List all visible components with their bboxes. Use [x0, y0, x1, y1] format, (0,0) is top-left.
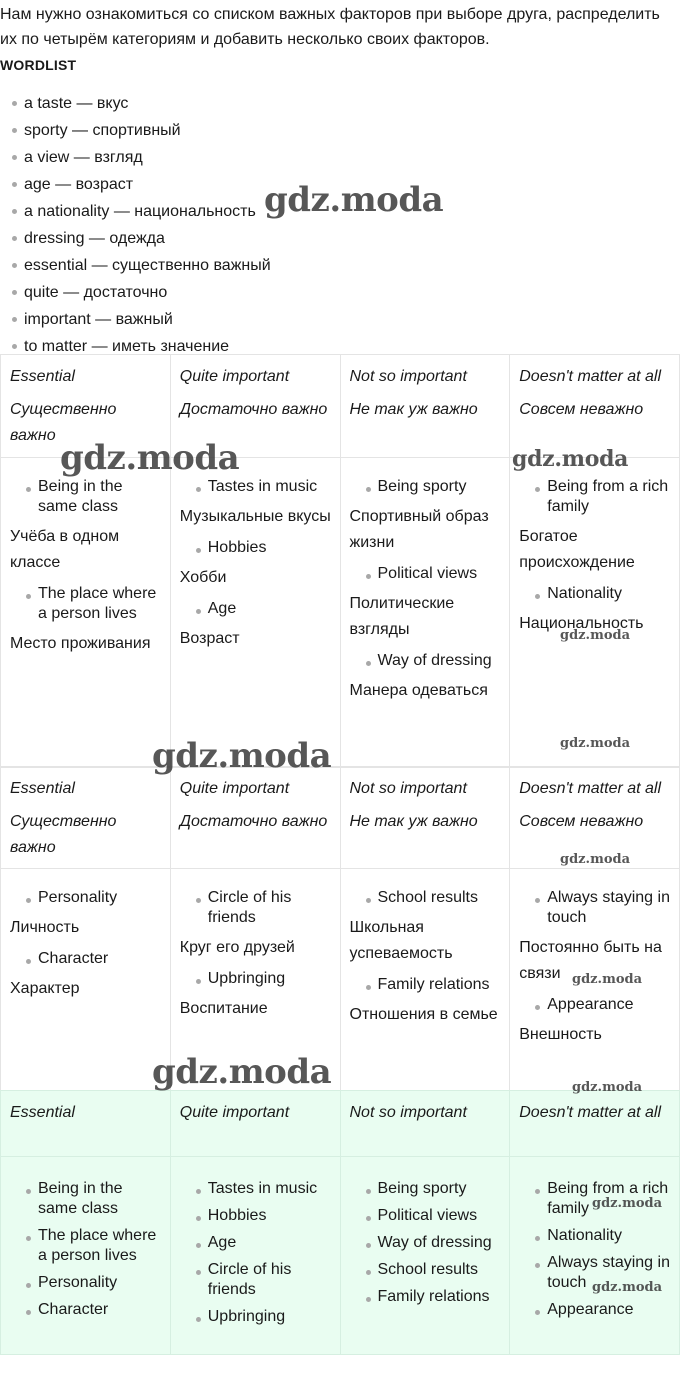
header-en: Not so important [349, 1104, 467, 1121]
factor-cell [510, 458, 680, 768]
header-ru: Достаточно важно [179, 401, 328, 418]
watermark: gdz.moda [152, 736, 332, 776]
factor-ru: Воспитание [179, 1000, 268, 1017]
factors-table-2 [0, 766, 680, 1091]
summary-item: Appearance [533, 1300, 671, 1320]
factor-ru: Музыкальные вкусы [179, 508, 331, 525]
header-en: Quite important [179, 368, 290, 385]
header-cell [340, 1091, 510, 1157]
factors-table-1 [0, 354, 680, 768]
summary-item: Always staying in touch [533, 1253, 671, 1293]
wordlist-item: important — важный [10, 306, 271, 333]
factor-en: School results [364, 888, 502, 908]
header-cell [1, 1091, 171, 1157]
watermark: gdz.moda [560, 852, 631, 867]
factor-ru: Спортивный образ жизни [349, 508, 489, 551]
factor-ru: Учёба в одном классе [10, 528, 120, 571]
summary-item: School results [364, 1260, 502, 1280]
wordlist [10, 90, 271, 360]
factor-en: Being sporty [364, 477, 502, 497]
summary-cell [340, 1157, 510, 1355]
wordlist-item: a view — взгляд [10, 144, 271, 171]
watermark: gdz.moda [572, 1080, 643, 1095]
factor-ru: Политические взгляды [349, 595, 455, 638]
factor-en: Nationality [533, 584, 671, 604]
wordlist-item: a taste — вкус [10, 90, 271, 117]
watermark: gdz.moda [152, 1052, 332, 1092]
factor-cell [340, 458, 510, 768]
wordlist-item: a nationality — национальность [10, 198, 271, 225]
watermark: gdz.moda [512, 446, 629, 472]
header-ru: Достаточно важно [179, 813, 328, 830]
factor-ru: Хобби [179, 569, 227, 586]
header-en: Essential [10, 1104, 75, 1121]
summary-item: Being from a rich family [533, 1179, 671, 1219]
header-ru: Существенно важно [10, 401, 117, 444]
factor-cell [1, 869, 171, 1091]
header-cell [340, 355, 510, 458]
factor-en: Family relations [364, 975, 502, 995]
summary-item: The place where a person lives [24, 1226, 162, 1266]
factor-en: The place where a person lives [24, 584, 162, 624]
summary-item: Hobbies [194, 1206, 332, 1226]
factor-en: Always staying in touch [533, 888, 671, 928]
factor-ru: Внешность [519, 1026, 602, 1043]
summary-item: Personality [24, 1273, 162, 1293]
factor-ru: Манера одеваться [349, 682, 488, 699]
summary-item: Circle of his friends [194, 1260, 332, 1300]
factor-ru: Постоянно быть на связи [519, 939, 662, 982]
factor-en: Hobbies [194, 538, 332, 558]
header-en: Not so important [349, 368, 467, 385]
watermark: gdz.moda [560, 736, 631, 751]
watermark: gdz.moda [592, 1196, 663, 1211]
summary-table [0, 1090, 680, 1355]
wordlist-item: sporty — спортивный [10, 117, 271, 144]
summary-item: Age [194, 1233, 332, 1253]
factor-en: Tastes in music [194, 477, 332, 497]
wordlist-item: quite — достаточно [10, 279, 271, 306]
watermark: gdz.moda [572, 972, 643, 987]
summary-item: Being sporty [364, 1179, 502, 1199]
header-cell [340, 767, 510, 869]
watermark: gdz.moda [592, 1280, 663, 1295]
watermark: gdz.moda [264, 180, 444, 220]
header-cell [1, 767, 171, 869]
header-en: Quite important [179, 1104, 290, 1121]
header-en: Essential [10, 368, 75, 385]
header-ru: Существенно важно [10, 813, 117, 856]
wordlist-item: dressing — одежда [10, 225, 271, 252]
header-cell [510, 1091, 680, 1157]
wordlist-item: to matter — иметь значение [10, 333, 271, 360]
header-ru: Не так уж важно [349, 813, 478, 830]
header-en: Quite important [179, 780, 290, 797]
factor-en: Appearance [533, 995, 671, 1015]
header-en: Doesn't matter at all [519, 780, 662, 797]
wordlist-item: age — возраст [10, 171, 271, 198]
summary-item: Political views [364, 1206, 502, 1226]
factor-ru: Круг его друзей [179, 939, 295, 956]
header-cell [170, 767, 340, 869]
header-ru: Совсем неважно [519, 401, 644, 418]
summary-item: Character [24, 1300, 162, 1320]
factor-en: Being in the same class [24, 477, 162, 517]
header-cell [510, 355, 680, 458]
factor-ru: Возраст [179, 630, 240, 647]
header-en: Not so important [349, 780, 467, 797]
watermark: gdz.moda [560, 628, 631, 643]
summary-item: Nationality [533, 1226, 671, 1246]
factor-en: Age [194, 599, 332, 619]
factor-en: Way of dressing [364, 651, 502, 671]
factor-ru: Национальность [519, 615, 644, 632]
factor-en: Circle of his friends [194, 888, 332, 928]
summary-item: Family relations [364, 1287, 502, 1307]
factor-cell [340, 869, 510, 1091]
summary-item: Upbringing [194, 1307, 332, 1327]
factor-cell [1, 458, 171, 768]
factor-ru: Школьная успеваемость [349, 919, 453, 962]
header-ru: Совсем неважно [519, 813, 644, 830]
factor-ru: Богатое происхождение [519, 528, 635, 571]
summary-cell [1, 1157, 171, 1355]
summary-cell [170, 1157, 340, 1355]
wordlist-title: WORDLIST [0, 57, 77, 73]
factor-cell [170, 458, 340, 768]
factor-en: Personality [24, 888, 162, 908]
factor-en: Character [24, 949, 162, 969]
intro-text: Нам нужно ознакомиться со списком важных факторов при выборе друга, распределить их по четырём категориям и добавить несколько своих факторов. [0, 6, 660, 48]
factor-ru: Отношения в семье [349, 1006, 498, 1023]
wordlist-item: essential — существенно важный [10, 252, 271, 279]
header-en: Doesn't matter at all [519, 368, 662, 385]
watermark: gdz.moda [60, 438, 240, 478]
header-en: Doesn't matter at all [519, 1104, 662, 1121]
factor-en: Being from a rich family [533, 477, 671, 517]
factor-ru: Характер [10, 980, 80, 997]
factor-ru: Личность [10, 919, 80, 936]
summary-item: Being in the same class [24, 1179, 162, 1219]
factor-en: Political views [364, 564, 502, 584]
summary-cell [510, 1157, 680, 1355]
summary-item: Way of dressing [364, 1233, 502, 1253]
summary-item: Tastes in music [194, 1179, 332, 1199]
factor-en: Upbringing [194, 969, 332, 989]
header-cell [170, 1091, 340, 1157]
header-en: Essential [10, 780, 75, 797]
factor-ru: Место проживания [10, 635, 151, 652]
header-ru: Не так уж важно [349, 401, 478, 418]
